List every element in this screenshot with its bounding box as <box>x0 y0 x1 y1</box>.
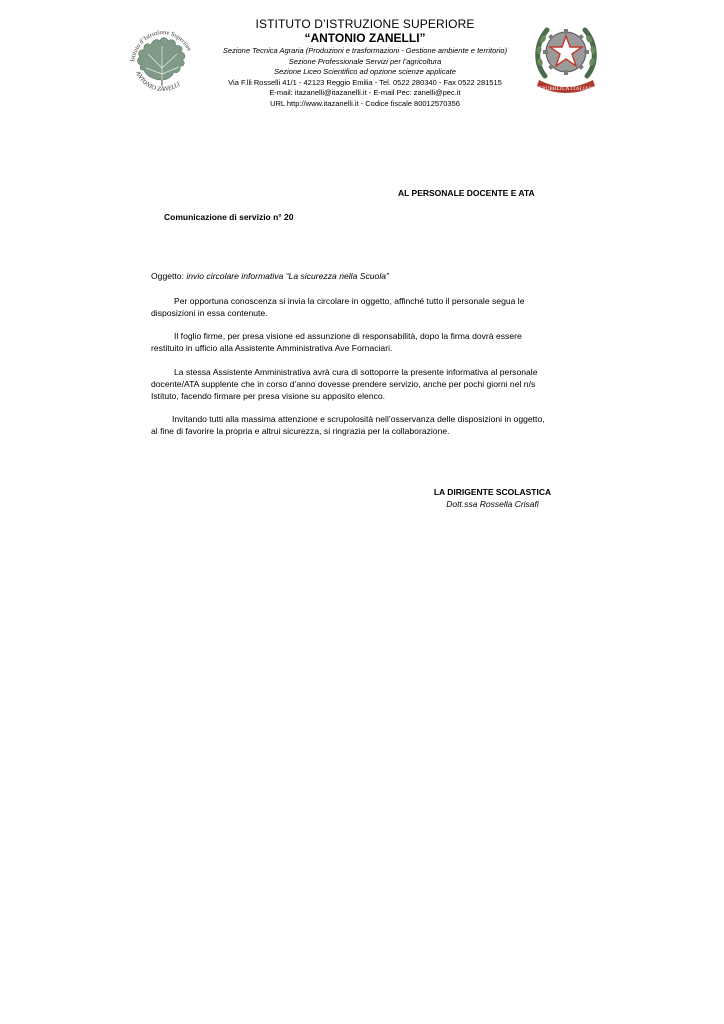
signature-name: Dott.ssa Rossella Crisafi <box>446 499 539 509</box>
subject-label: Oggetto: <box>151 271 187 281</box>
url-line: URL http://www.itazanelli.it - Codice fiscale 80012570356 <box>270 98 460 108</box>
emblem-ribbon-text: REPUBBLICA ITALIANA <box>535 86 597 92</box>
recipient: AL PERSONALE DOCENTE E ATA <box>398 188 535 198</box>
logo-left-top-text: Istituto d’Istruzione Superiore <box>129 28 193 63</box>
section-line: Sezione Tecnica Agraria (Produzioni e trasformazioni - Gestione ambiente e territorio) <box>222 46 508 55</box>
communication-number: Comunicazione di servizio n° 20 <box>164 212 294 222</box>
letterhead <box>200 17 530 109</box>
paragraph <box>151 295 551 319</box>
section-line: Sezione Professionale Servizi per l’agricoltura <box>288 56 442 66</box>
email-line: E-mail: itazanelli@itazanelli.it - E-mail Pec: zanelli@pec.it <box>269 88 461 97</box>
logo-left-bottom-text: ANTONIO ZANELLI <box>134 70 182 93</box>
paragraph-text: Il foglio firme, per presa visione ed assunzione di responsabilità, dopo la firma dovrà essere restituito in ufficio alla Assistente Amministrativa Ave Fornaciari. <box>151 331 522 353</box>
address-line: Via F.lli Rosselli 41/1 - 42123 Reggio Emilia - Tel. 0522 280340 - Fax 0522 281515 <box>228 77 502 87</box>
section-line: Sezione Liceo Scientifico ad opzione scienze applicate <box>274 67 456 76</box>
vine-leaf-icon <box>124 16 200 100</box>
institute-title: ISTITUTO D’ISTRUZIONE SUPERIORE <box>255 17 475 31</box>
subject-line <box>151 271 389 281</box>
paragraph-text: Invitando tutti alla massima attenzione e scrupolosità nell’osservanza delle disposizioni in oggetto, al fine di favorire la propria e altrui sicurezza, si ringrazia per la collaborazione. <box>151 414 545 436</box>
signature-block <box>420 486 565 510</box>
subject-text: invio circolare informativa “La sicurezza nella Scuola” <box>186 271 389 281</box>
paragraph <box>151 366 551 402</box>
italian-emblem-icon <box>531 18 601 98</box>
paragraph <box>151 413 551 437</box>
paragraph-text: Per opportuna conoscenza si invia la circolare in oggetto, affinché tutto il personale segua le disposizioni in essa contenute. <box>151 296 525 318</box>
paragraph-text: La stessa Assistente Amministrativa avrà cura di sottoporre la presente informativa al personale docente/ATA supplente che in corso d’anno dovesse prendere servizio, anche per pochi giorni nel n/s Istituto, facendo firmare per presa visione su apposito elenco. <box>151 367 538 401</box>
institute-name: “ANTONIO ZANELLI” <box>304 31 426 45</box>
signature-role: LA DIRIGENTE SCOLASTICA <box>433 487 552 497</box>
paragraph <box>151 330 551 354</box>
